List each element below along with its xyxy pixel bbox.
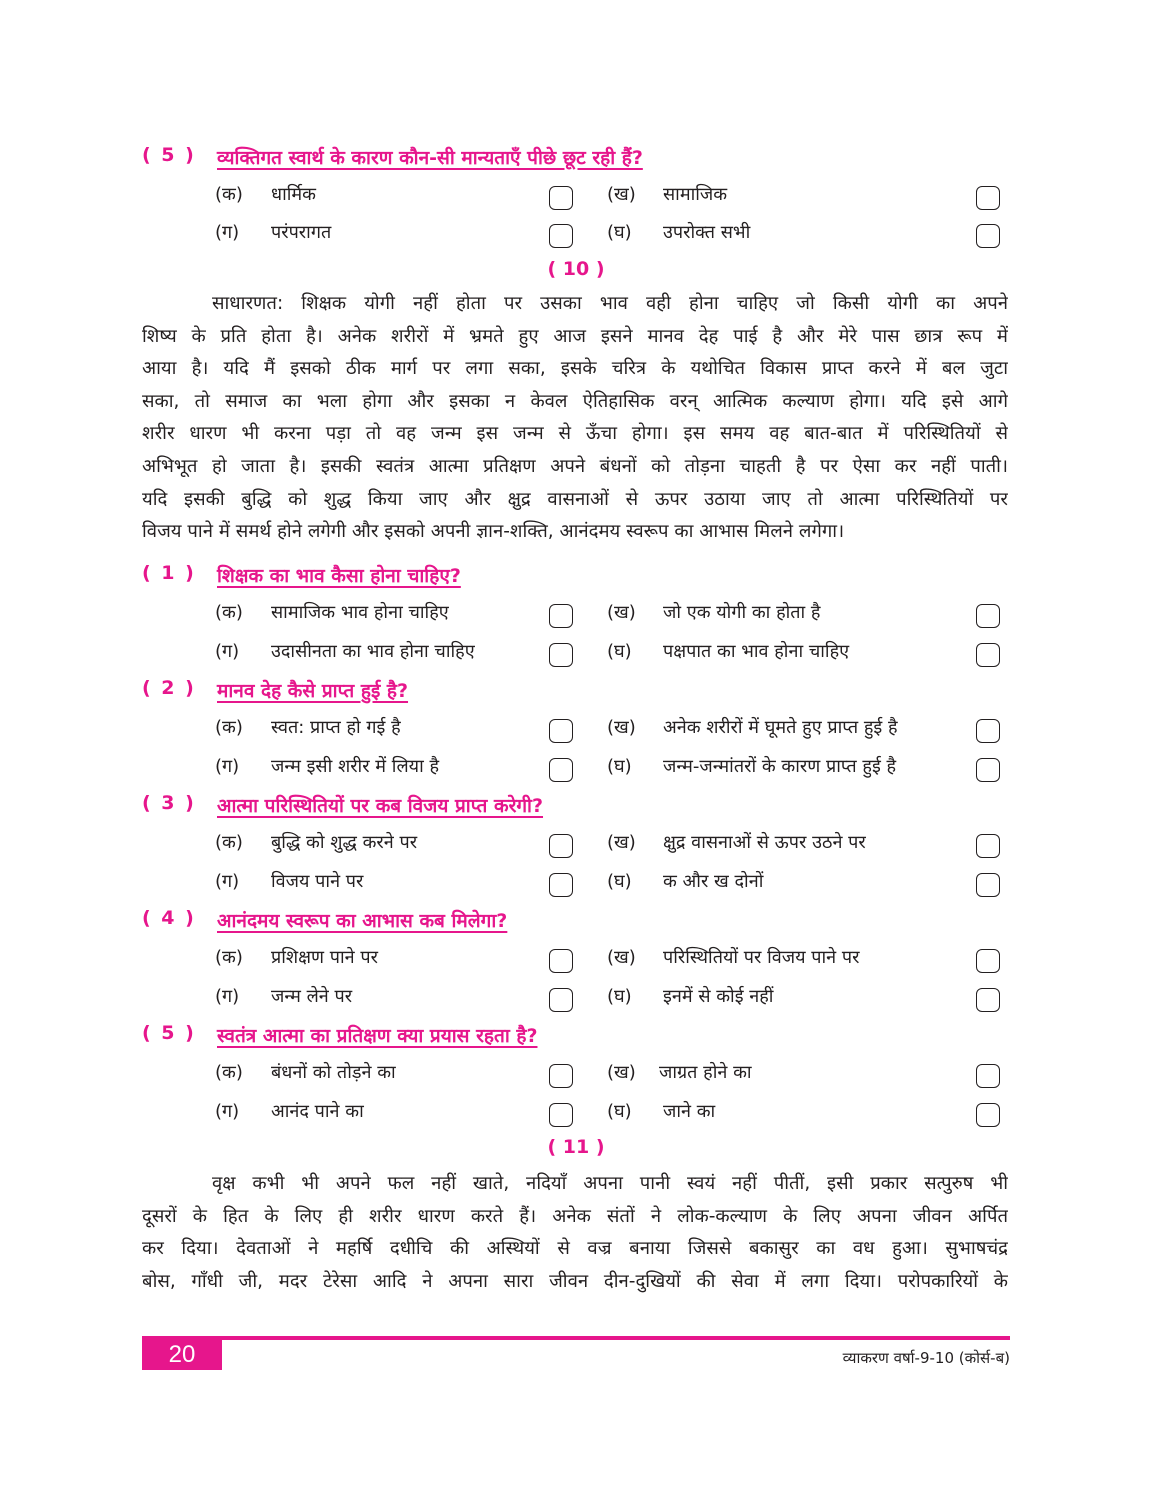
options-row [215, 596, 1015, 632]
option: (घ) पक्षपात का भाव होना चाहिए [607, 641, 850, 662]
footer-rule [142, 1336, 1010, 1340]
option: (ग) आनंद पाने का [215, 1101, 364, 1122]
answer-checkbox[interactable] [976, 604, 1000, 628]
answer-checkbox[interactable] [549, 873, 573, 897]
answer-checkbox[interactable] [976, 224, 1000, 248]
question-text: स्वतंत्र आत्मा का प्रतिक्षण क्या प्रयास रहता है? [217, 1025, 538, 1047]
question-text: व्यक्तिगत स्वार्थ के कारण कौन-सी मान्यताएँ पीछे छूट रही हैं? [217, 147, 643, 169]
answer-checkbox[interactable] [976, 949, 1000, 973]
options-row [215, 941, 1015, 977]
answer-checkbox[interactable] [549, 834, 573, 858]
option: (क) बुद्धि को शुद्ध करने पर [215, 832, 418, 853]
passage-paragraph [142, 288, 1008, 549]
answer-checkbox[interactable] [549, 988, 573, 1012]
option: (क) स्वत: प्राप्त हो गई है [215, 717, 401, 738]
options-row [215, 711, 1015, 747]
option: (क) बंधनों को तोड़ने का [215, 1062, 396, 1083]
question-text: आनंदमय स्वरूप का आभास कब मिलेगा? [217, 910, 508, 932]
option: (ग) जन्म इसी शरीर में लिया है [215, 756, 440, 777]
paragraph-line: साधारणत: शिक्षक योगी नहीं होता पर उसका भाव वही होना चाहिए जो किसी योगी का अपने [212, 293, 1008, 314]
option: (ग) उदासीनता का भाव होना चाहिए [215, 641, 475, 662]
paragraph-line: आया है। यदि मैं इसको ठीक मार्ग पर लगा सका, इसके चरित्र के यथोचित विकास प्राप्त करने में बल जुटा [142, 358, 1008, 380]
question-heading [142, 903, 1012, 939]
options-row [215, 178, 1015, 214]
paragraph-line: बोस, गाँधी जी, मदर टेरेसा आदि ने अपना सारा जीवन दीन-दुखियों की सेवा में लगा दिया। परोपकारियों के [142, 1270, 1008, 1292]
answer-checkbox[interactable] [976, 758, 1000, 782]
option: (ख) क्षुद्र वासनाओं से ऊपर उठने पर [607, 832, 866, 853]
paragraph-line: शिष्य के प्रति होता है। अनेक शरीरों में भ्रमते हुए आज इसने मानव देह पाई है और मेरे पास छात्र रूप में [142, 325, 1008, 347]
paragraph-line: कर दिया। देवताओं ने महर्षि दधीचि की अस्थियों से वज्र बनाया जिससे बकासुर का वध हुआ। सुभाषचंद्र [142, 1238, 1008, 1260]
answer-checkbox[interactable] [549, 1064, 573, 1088]
question-text: आत्मा परिस्थितियों पर कब विजय प्राप्त करेगी? [217, 795, 544, 817]
answer-checkbox[interactable] [976, 873, 1000, 897]
question-heading [142, 673, 1012, 709]
options-row [215, 635, 1015, 671]
answer-checkbox[interactable] [549, 949, 573, 973]
paragraph-line: वृक्ष कभी भी अपने फल नहीं खाते, नदियाँ अपना पानी स्वयं नहीं पीतीं, इसी प्रकार सत्पुरुष भी [212, 1173, 1008, 1194]
answer-checkbox[interactable] [976, 186, 1000, 210]
options-row [215, 1095, 1015, 1131]
answer-checkbox[interactable] [549, 604, 573, 628]
paragraph-line: विजय पाने में समर्थ होने लगेगी और इसको अपनी ज्ञान-शक्ति, आनंदमय स्वरूप का आभास मिलने लगेगा। [142, 521, 845, 543]
option: (ख) जाग्रत होने का [607, 1062, 752, 1083]
answer-checkbox[interactable] [549, 224, 573, 248]
option: (घ) उपरोक्त सभी [607, 222, 751, 243]
question-text: शिक्षक का भाव कैसा होना चाहिए? [217, 565, 461, 587]
answer-checkbox[interactable] [976, 719, 1000, 743]
option: (घ) जन्म-जन्मांतरों के कारण प्राप्त हुई है [607, 756, 897, 777]
question-heading [142, 558, 1012, 594]
question-heading [142, 788, 1012, 824]
answer-checkbox[interactable] [549, 643, 573, 667]
paragraph-line: यदि इसकी बुद्धि को शुद्ध किया जाए और क्षुद्र वासनाओं से ऊपर उठाया जाए तो आत्मा परिस्थितियों पर [142, 488, 1008, 510]
passage-paragraph [142, 1168, 1008, 1298]
question-text: मानव देह कैसे प्राप्त हुई है? [217, 680, 409, 702]
options-row [215, 750, 1015, 786]
question-number: ( 1 ) [142, 562, 196, 584]
paragraph-line: दूसरों के हित के लिए ही शरीर धारण करते हैं। अनेक संतों ने लोक-कल्याण के लिए अपना जीवन अर्पित [142, 1205, 1008, 1227]
options-row [215, 980, 1015, 1016]
answer-checkbox[interactable] [976, 988, 1000, 1012]
answer-checkbox[interactable] [976, 1064, 1000, 1088]
answer-checkbox[interactable] [549, 186, 573, 210]
answer-checkbox[interactable] [549, 719, 573, 743]
question-number: ( 2 ) [142, 677, 196, 699]
option: (घ) क और ख दोनों [607, 871, 764, 892]
options-row [215, 865, 1015, 901]
option: (ग) परंपरागत [215, 222, 332, 243]
option: (क) प्रशिक्षण पाने पर [215, 947, 378, 968]
paragraph-line: सका, तो समाज का भला होगा और इसका न केवल ऐतिहासिक वरन् आत्मिक कल्याण होगा। यदि इसे आगे [142, 390, 1008, 412]
options-row [215, 216, 1015, 252]
question-number: ( 5 ) [142, 1022, 196, 1044]
answer-checkbox[interactable] [976, 643, 1000, 667]
passage-number: ( 10 ) [547, 258, 605, 280]
option: (ख) अनेक शरीरों में घूमते हुए प्राप्त हुई है [607, 717, 898, 738]
option: (घ) जाने का [607, 1101, 716, 1122]
passage-number: ( 11 ) [547, 1136, 605, 1158]
answer-checkbox[interactable] [549, 1103, 573, 1127]
option: (ख) परिस्थितियों पर विजय पाने पर [607, 947, 860, 968]
options-row [215, 1056, 1015, 1092]
option: (ग) विजय पाने पर [215, 871, 364, 892]
question-number: ( 5 ) [142, 144, 196, 166]
question-heading [142, 140, 1012, 176]
answer-checkbox[interactable] [976, 834, 1000, 858]
options-row [215, 826, 1015, 862]
question-heading [142, 1018, 1012, 1054]
page-number: 20 [142, 1340, 222, 1370]
option: (क) धार्मिक [215, 184, 316, 205]
option: (घ) इनमें से कोई नहीं [607, 986, 774, 1007]
option: (ख) सामाजिक [607, 184, 728, 205]
paragraph-line: अभिभूत हो जाता है। इसकी स्वतंत्र आत्मा प्रतिक्षण अपने बंधनों को तोड़ना चाहती है पर ऐसा कर नहीं पाती। [142, 455, 1008, 477]
answer-checkbox[interactable] [976, 1103, 1000, 1127]
answer-checkbox[interactable] [549, 758, 573, 782]
paragraph-line: शरीर धारण भी करना पड़ा तो वह जन्म इस जन्म से ऊँचा होगा। इस समय वह बात-बात में परिस्थितियों से [142, 423, 1008, 445]
book-title: व्याकरण वर्षा-9-10 (कोर्स-ब) [842, 1349, 1010, 1367]
option: (क) सामाजिक भाव होना चाहिए [215, 602, 449, 623]
question-number: ( 3 ) [142, 792, 196, 814]
question-number: ( 4 ) [142, 907, 196, 929]
option: (ख) जो एक योगी का होता है [607, 602, 821, 623]
option: (ग) जन्म लेने पर [215, 986, 353, 1007]
